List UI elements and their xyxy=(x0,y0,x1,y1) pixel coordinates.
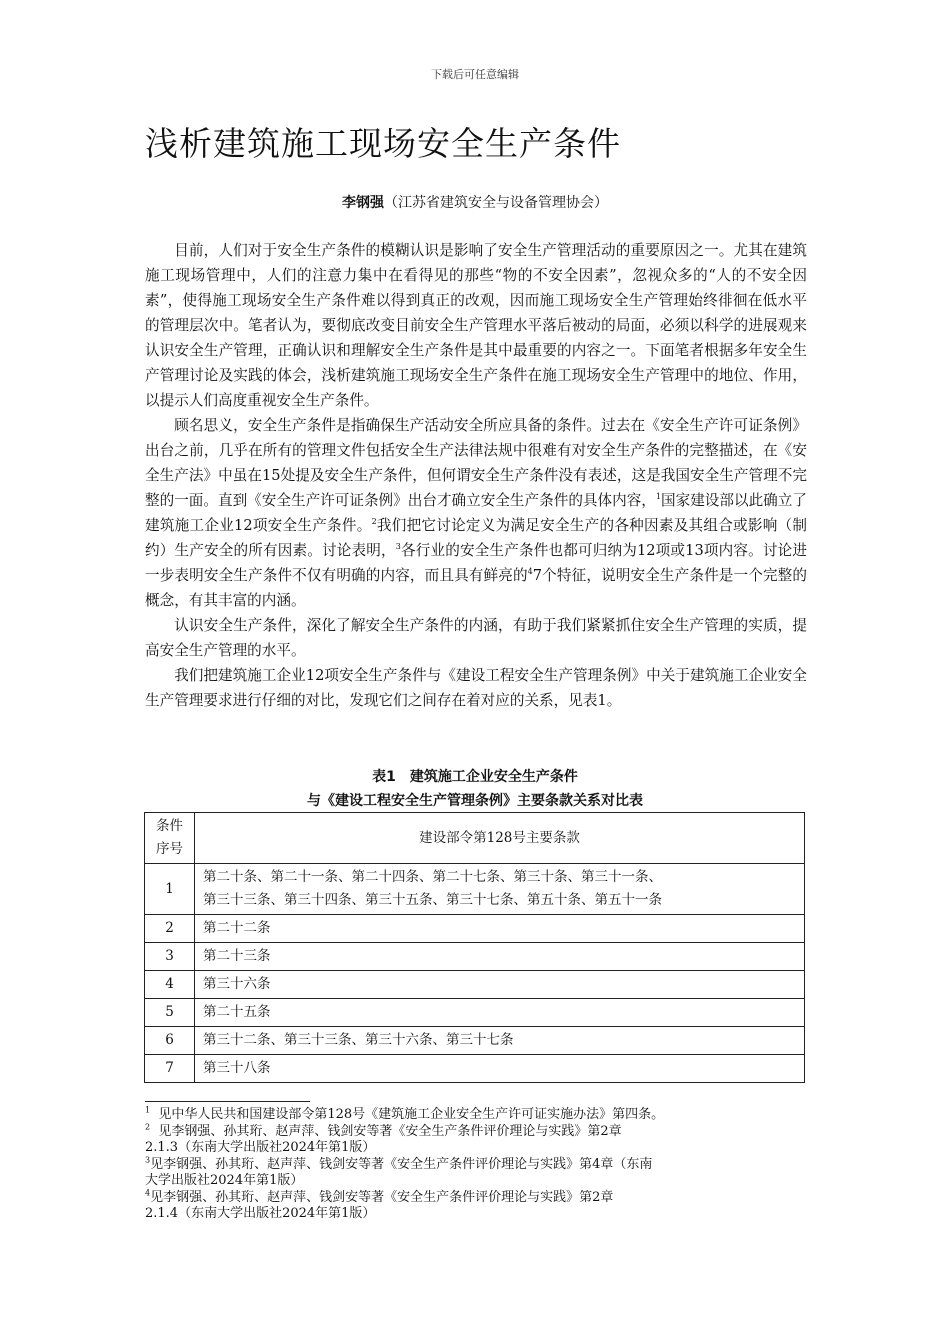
footnote-ref: 3 xyxy=(395,542,401,552)
row-clauses: 第二十三条 xyxy=(195,943,805,971)
footnote: $^3$见李钢强、孙其珩、赵声萍、钱剑安等著《安全生产条件评价理论与实践》第4章（东南 大学出版社2024年第1版） xyxy=(145,1155,653,1188)
table-row xyxy=(145,999,805,1027)
paragraph-text: 我们把它讨论定义为满足安全生产的各种因素及其组合或影响（制约）生产安全的所有因素。讨论表明， xyxy=(145,517,807,559)
footnote-ref: 4 xyxy=(527,567,533,577)
row-clauses: 第二十条、第二十一条、第二十四条、第二十七条、第三十条、第三十一条、 第三十三条、第三十四条、第三十五条、第三十七条、第五十条、第五十一条 xyxy=(195,864,805,915)
table-caption-line2: 与《建设工程安全生产管理条例》主要条款关系对比表 xyxy=(307,793,643,809)
row-clauses: 第三十六条 xyxy=(195,971,805,999)
paragraph: 我们把建筑施工企业12项安全生产条件与《建设工程安全生产管理条例》中关于建筑施工企业安全生产管理要求进行仔细的对比，发现它们之间存在着对应的关系，见表1。 xyxy=(145,667,807,709)
paragraph-text: 各行业的安全生产条件也都可归纳为12项或13项内容。讨论进一步表明安全生产条件不仅有明确的内容，而且具有鲜亮的 xyxy=(145,542,807,584)
comparison-table xyxy=(144,812,805,1083)
row-number: 2 xyxy=(145,915,195,943)
paragraph-text: 国家建设部以此确立了建筑施工企业12项安全生产条件。 xyxy=(145,492,807,534)
footnote-ref: 2 xyxy=(371,517,377,527)
footnotes xyxy=(145,1107,807,1223)
row-number: 7 xyxy=(145,1055,195,1083)
paragraph: 目前，人们对于安全生产条件的模糊认识是影响了安全生产管理活动的重要原因之一。尤其在建筑施工现场管理中，人们的注意力集中在看得见的那些“物的不安全因素”，忽视众多的“人的不安全因素”，使得施工现场安全生产条件难以得到真正的改观，因而施工现场安全生产管理始终徘徊在低水平的管理层次中。笔者认为，要彻底改变目前安全生产管理水平落后被动的局面，必须以科学的进展观来认识安全生产管理，正确认识和理解安全生产条件是其中最重要的内容之一。下面笔者根据多年安全生产管理讨论及实践的体会，浅析建筑施工现场安全生产条件在施工现场安全生产管理中的地位、作用，以提示人们高度重视安全生产条件。 xyxy=(145,242,807,409)
table-row xyxy=(145,1055,805,1083)
table-row xyxy=(145,943,805,971)
paragraph-text: 顾名思义，安全生产条件是指确保生产活动安全所应具备的条件。过去在《安全生产许可证条例》出台之前，几乎在所有的管理文件包括安全生产法律法规中很难有对安全生产条件的完整描述，在《安全生产法》中虽在15处提及安全生产条件，但何谓安全生产条件没有表述，这是我国安全生产管理不完整的一面。直到《安全生产许可证条例》出台才确立安全生产条件的具体内容， xyxy=(145,417,807,509)
footnote: $^2$ 见李钢强、孙其珩、赵声萍、钱剑安等著《安全生产条件评价理论与实践》第2章 2.1.3（东南大学出版社2024年第1版） xyxy=(145,1122,622,1155)
page-header: 下载后可任意编辑 xyxy=(431,68,519,81)
paragraph xyxy=(145,413,807,613)
table-row xyxy=(145,915,805,943)
footnote: $^1$ 见中华人民共和国建设部令第128号《建筑施工企业安全生产许可证实施办法》第四条。 xyxy=(145,1105,665,1122)
author-name: 李钢强 xyxy=(342,195,384,211)
page-title: 浅析建筑施工现场安全生产条件 xyxy=(145,124,621,163)
row-number: 5 xyxy=(145,999,195,1027)
row-clauses: 第二十五条 xyxy=(195,999,805,1027)
table-row xyxy=(145,864,805,915)
article-body xyxy=(145,238,807,713)
author-affiliation: （江苏省建筑安全与设备管理协会） xyxy=(384,195,608,211)
header-cell-clauses: 建设部令第128号主要条款 xyxy=(195,813,805,864)
row-clauses: 第三十二条、第三十三条、第三十六条、第三十七条 xyxy=(195,1027,805,1055)
table-row xyxy=(145,1027,805,1055)
header-cell-no: 条件 序号 xyxy=(145,813,195,864)
paragraph-text: 7个特征，说明安全生产条件是一个完整的概念，有其丰富的内涵。 xyxy=(145,567,807,609)
row-number: 3 xyxy=(145,943,195,971)
row-number: 6 xyxy=(145,1027,195,1055)
footnote-ref: 1 xyxy=(655,492,661,502)
table-header-row xyxy=(145,813,805,864)
paragraph: 认识安全生产条件，深化了解安全生产条件的内涵，有助于我们紧紧抓住安全生产管理的实质，提高安全生产管理的水平。 xyxy=(145,617,807,659)
row-number: 1 xyxy=(145,864,195,915)
row-clauses: 第三十八条 xyxy=(195,1055,805,1083)
footnote: $^4$见李钢强、孙其珩、赵声萍、钱剑安等著《安全生产条件评价理论与实践》第2章 2.1.4（东南大学出版社2024年第1版） xyxy=(145,1188,614,1221)
table-caption-line1: 表1 建筑施工企业安全生产条件 xyxy=(372,769,578,785)
row-number: 4 xyxy=(145,971,195,999)
footnote-divider xyxy=(145,1101,310,1102)
table-row xyxy=(145,971,805,999)
row-clauses: 第二十二条 xyxy=(195,915,805,943)
author-line xyxy=(0,192,950,212)
